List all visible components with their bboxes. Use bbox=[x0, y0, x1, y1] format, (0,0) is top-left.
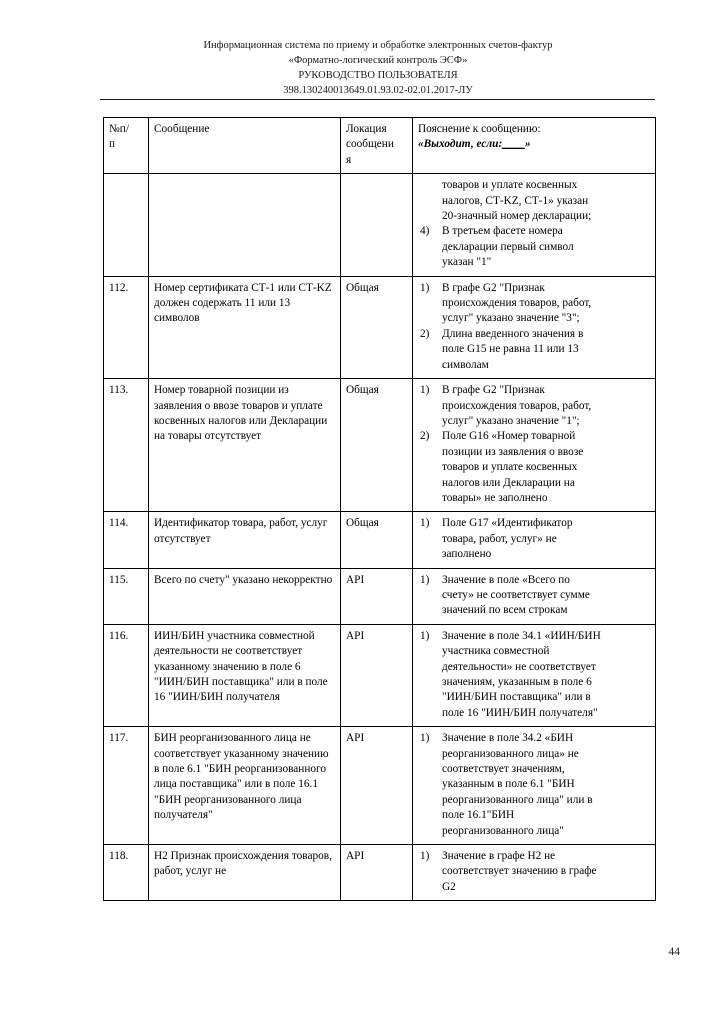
explanation-list-item bbox=[418, 629, 650, 721]
column-header-number-line1: №п/ bbox=[109, 123, 129, 135]
column-header-location-line1: Локация bbox=[346, 123, 387, 135]
explanation-item-line: значениям, указанным в поле 6 bbox=[442, 676, 592, 688]
explanation-continuation bbox=[418, 178, 650, 224]
table-row bbox=[104, 845, 656, 901]
explanation-subtitle-end: » bbox=[524, 138, 531, 151]
explanation-list bbox=[418, 573, 650, 619]
row-location-cell: Общая bbox=[341, 512, 413, 568]
explanation-item-line: услуг" указано значение "3"; bbox=[442, 312, 580, 325]
explanation-item-line: реорганизованного лица" bbox=[442, 824, 564, 837]
row-explanation-cell bbox=[413, 624, 656, 726]
column-header-explanation bbox=[413, 118, 656, 174]
explanation-list bbox=[418, 224, 650, 270]
row-explanation-cell bbox=[413, 174, 656, 276]
explanation-list bbox=[418, 731, 650, 839]
row-number-cell: 115. bbox=[104, 568, 149, 624]
explanation-item-line: символам bbox=[442, 358, 489, 371]
row-location-cell: API bbox=[341, 727, 413, 845]
column-header-message bbox=[149, 118, 341, 174]
column-header-location bbox=[341, 118, 413, 174]
explanation-list-item bbox=[418, 383, 650, 429]
explanation-list-item bbox=[418, 281, 650, 327]
messages-table-container bbox=[103, 117, 655, 901]
explanation-item-line: реорганизованного лица" или в bbox=[442, 793, 593, 806]
row-location-cell bbox=[341, 174, 413, 276]
header-line-1: Информационная система по приему и обработке электронных счетов-фактур bbox=[203, 40, 553, 51]
column-header-location-line3: я bbox=[346, 153, 352, 166]
explanation-list-item bbox=[418, 849, 650, 895]
table-row bbox=[104, 276, 656, 378]
explanation-item-line: соответствует значениям, bbox=[442, 763, 565, 776]
table-row bbox=[104, 174, 656, 276]
explanation-item-line: позиции из заявления о ввозе bbox=[442, 445, 584, 458]
column-header-explanation-title: Пояснение к сообщению: bbox=[418, 123, 541, 135]
explanation-list bbox=[418, 516, 650, 562]
explanation-item-line: значений по всем строкам bbox=[442, 604, 568, 617]
explanation-item-line: "ИИН/БИН поставщика" или в bbox=[442, 691, 591, 704]
row-number-cell bbox=[104, 174, 149, 276]
explanation-item-line: G2 bbox=[442, 880, 456, 893]
explanation-item-line: Поле G16 «Номер товарной bbox=[442, 430, 576, 443]
messages-table bbox=[103, 117, 656, 901]
header-line-2: «Форматно-логический контроль ЭСФ» bbox=[288, 55, 468, 66]
explanation-item-line: налогов или Декларации на bbox=[442, 476, 575, 489]
explanation-item-line: В третьем фасете номера bbox=[442, 225, 563, 238]
explanation-continuation-line: товаров и уплате косвенных bbox=[442, 179, 578, 192]
explanation-item-line: товара, работ, услуг» не bbox=[442, 532, 557, 545]
header-divider-rule bbox=[100, 99, 655, 100]
explanation-continuation-line: 20-значный номер декларации; bbox=[442, 210, 592, 223]
explanation-list-item bbox=[418, 429, 650, 506]
explanation-item-line: деятельности» не соответствует bbox=[442, 660, 596, 673]
row-message-cell: Н2 Признак происхождения товаров, работ, услуг не bbox=[149, 845, 341, 901]
table-row bbox=[104, 379, 656, 512]
row-message-cell: Номер товарной позиции из заявления о ввозе товаров и уплате косвенных налогов или Декларации на товары отсутствует bbox=[149, 379, 341, 512]
explanation-item-marker: 1) bbox=[420, 850, 430, 863]
explanation-item-marker: 2) bbox=[420, 430, 430, 443]
explanation-item-line: услуг" указано значение "1"; bbox=[442, 414, 580, 427]
running-header bbox=[100, 38, 656, 98]
explanation-list bbox=[418, 383, 650, 506]
explanation-item-line: заполнено bbox=[442, 548, 492, 561]
explanation-item-line: Значение в поле 34.1 «ИИН/БИН bbox=[442, 629, 601, 642]
row-number-cell: 113. bbox=[104, 379, 149, 512]
row-message-cell: Номер сертификата СТ-1 или СТ-KZ должен содержать 11 или 13 символов bbox=[149, 276, 341, 378]
row-number-cell: 114. bbox=[104, 512, 149, 568]
row-location-cell: Общая bbox=[341, 379, 413, 512]
explanation-item-line: участника совместной bbox=[442, 645, 550, 658]
explanation-item-line: указан "1" bbox=[442, 256, 492, 269]
row-location-cell: API bbox=[341, 568, 413, 624]
explanation-list bbox=[418, 849, 650, 895]
explanation-item-line: происхождения товаров, работ, bbox=[442, 297, 592, 310]
column-header-number-line2: п bbox=[109, 138, 116, 151]
row-location-cell: Общая bbox=[341, 276, 413, 378]
row-location-cell: API bbox=[341, 624, 413, 726]
explanation-item-line: товары» не заполнено bbox=[442, 491, 548, 504]
explanation-item-line: поле 16.1"БИН bbox=[442, 809, 515, 822]
explanation-item-marker: 1) bbox=[420, 732, 430, 745]
explanation-list-item bbox=[418, 224, 650, 270]
table-row bbox=[104, 568, 656, 624]
row-location-cell: API bbox=[341, 845, 413, 901]
row-message-cell: БИН реорганизованного лица не соответствует указанному значению в поле 6.1 "БИН реорганизованного лица поставщика" или в поле 16.1 "БИН реорганизованного лица получателя" bbox=[149, 727, 341, 845]
table-body bbox=[104, 174, 656, 901]
explanation-item-line: происхождения товаров, работ, bbox=[442, 399, 592, 412]
explanation-subtitle-text: «Выходит, если: bbox=[418, 138, 503, 151]
row-explanation-cell bbox=[413, 512, 656, 568]
header-line-4: 398.130240013649.01.93.02-02.01.2017-ЛУ bbox=[283, 85, 473, 96]
table-row bbox=[104, 624, 656, 726]
explanation-item-line: декларации первый символ bbox=[442, 240, 574, 253]
explanation-item-marker: 1) bbox=[420, 573, 430, 586]
explanation-list bbox=[418, 281, 650, 373]
explanation-continuation-line: налогов, СТ-KZ, СТ-1» указан bbox=[442, 194, 589, 207]
explanation-item-line: Значение в графе Н2 не bbox=[442, 850, 556, 863]
explanation-item-marker: 1) bbox=[420, 517, 430, 530]
explanation-item-line: Значение в поле 34.2 «БИН bbox=[442, 732, 574, 745]
explanation-item-line: реорганизованного лица» не bbox=[442, 747, 579, 760]
explanation-item-line: Значение в поле «Всего по bbox=[442, 573, 570, 586]
row-explanation-cell bbox=[413, 727, 656, 845]
explanation-list-item bbox=[418, 731, 650, 839]
explanation-item-line: В графе G2 "Признак bbox=[442, 384, 545, 397]
explanation-item-line: поле G15 не равна 11 или 13 bbox=[442, 343, 579, 356]
explanation-item-line: соответствует значению в графе bbox=[442, 865, 597, 878]
table-row bbox=[104, 727, 656, 845]
row-number-cell: 112. bbox=[104, 276, 149, 378]
explanation-list-item bbox=[418, 573, 650, 619]
header-line-3: РУКОВОДСТВО ПОЛЬЗОВАТЕЛЯ bbox=[298, 70, 458, 81]
row-message-cell bbox=[149, 174, 341, 276]
explanation-item-marker: 4) bbox=[420, 225, 430, 238]
explanation-item-line: указанным в поле 6.1 "БИН bbox=[442, 778, 575, 791]
row-message-cell: Идентификатор товара, работ, услуг отсутствует bbox=[149, 512, 341, 568]
row-number-cell: 118. bbox=[104, 845, 149, 901]
row-number-cell: 117. bbox=[104, 727, 149, 845]
explanation-list-item bbox=[418, 327, 650, 373]
column-header-explanation-subtitle bbox=[418, 137, 650, 152]
row-explanation-cell bbox=[413, 276, 656, 378]
table-row bbox=[104, 512, 656, 568]
explanation-item-line: В графе G2 "Признак bbox=[442, 281, 545, 294]
row-explanation-cell bbox=[413, 379, 656, 512]
explanation-list-item bbox=[418, 516, 650, 562]
explanation-item-marker: 1) bbox=[420, 384, 430, 397]
explanation-item-line: Поле G17 «Идентификатор bbox=[442, 517, 573, 530]
explanation-item-marker: 2) bbox=[420, 327, 430, 340]
explanation-item-line: товаров и уплате косвенных bbox=[442, 461, 578, 474]
row-message-cell: ИИН/БИН участника совместной деятельности не соответствует указанному значению в поле 6 "ИИН/БИН поставщика" или в поле 16 "ИИН/БИН получателя bbox=[149, 624, 341, 726]
explanation-item-marker: 1) bbox=[420, 629, 430, 642]
column-header-location-line2: сообщени bbox=[346, 138, 394, 151]
row-explanation-cell bbox=[413, 845, 656, 901]
table-header-row bbox=[104, 118, 656, 174]
explanation-subtitle-blank: ____ bbox=[502, 138, 525, 151]
explanation-item-marker: 1) bbox=[420, 281, 430, 294]
explanation-item-line: поле 16 "ИИН/БИН получателя" bbox=[442, 706, 598, 719]
explanation-list bbox=[418, 629, 650, 721]
explanation-item-line: Длина введенного значения в bbox=[442, 327, 584, 340]
row-message-cell: Всего по счету" указано некорректно bbox=[149, 568, 341, 624]
column-header-number bbox=[104, 118, 149, 174]
row-number-cell: 116. bbox=[104, 624, 149, 726]
row-explanation-cell bbox=[413, 568, 656, 624]
explanation-item-line: счету» не соответствует сумме bbox=[442, 588, 590, 601]
column-header-message-label: Сообщение bbox=[154, 123, 210, 135]
page-number: 44 bbox=[668, 946, 680, 958]
